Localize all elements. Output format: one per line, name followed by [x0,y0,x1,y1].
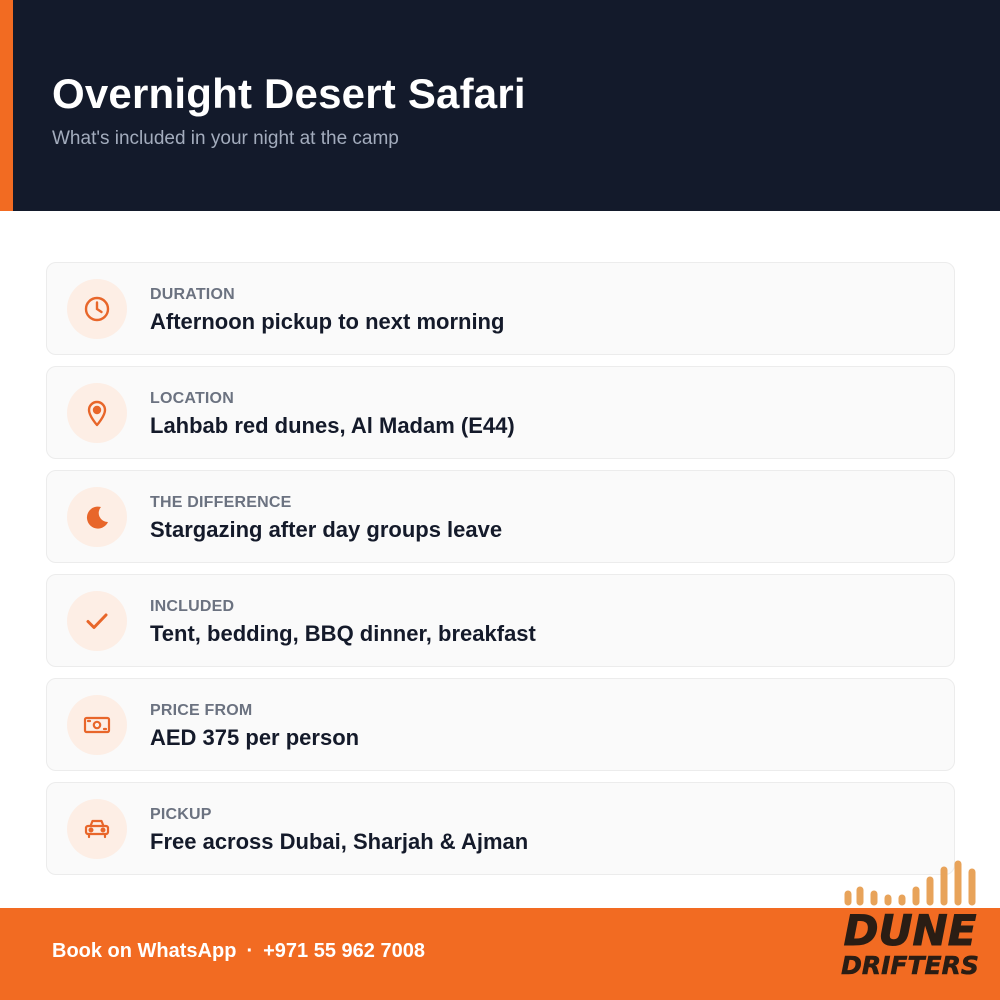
info-card-label: THE DIFFERENCE [150,494,292,511]
cta-label: Book on WhatsApp [52,940,237,962]
logo-line-2: DRIFTERS [841,951,979,980]
page-title: Overnight Desert Safari [52,70,526,117]
map-pin-icon [67,383,127,443]
dune-drifters-logo [836,850,986,980]
info-card-label: INCLUDED [150,598,235,615]
info-card-location [46,366,955,459]
info-card-value: Tent, bedding, BBQ dinner, breakfast [150,621,536,646]
info-card-value: Stargazing after day groups leave [150,517,503,542]
info-card-included [46,574,955,667]
info-card-value: Free across Dubai, Sharjah & Ajman [150,829,529,854]
info-card-list [46,262,955,886]
info-card-price [46,678,955,771]
info-card-value: Afternoon pickup to next morning [150,309,505,334]
info-card-value: Lahbab red dunes, Al Madam (E44) [150,413,515,438]
info-card-label: DURATION [150,286,235,303]
banknote-icon [67,695,127,755]
info-card-label: PICKUP [150,806,212,823]
info-card-pickup [46,782,955,875]
info-card-difference [46,470,955,563]
whatsapp-booking-link[interactable] [52,940,425,963]
header [0,0,1000,211]
info-card-value: AED 375 per person [150,725,360,750]
clock-icon [67,279,127,339]
info-card-label: PRICE FROM [150,702,253,719]
info-card-duration [46,262,955,355]
cta-separator: · [246,940,254,962]
car-icon [67,799,127,859]
info-card-label: LOCATION [150,390,234,407]
checkmark-icon [67,591,127,651]
moon-icon [67,487,127,547]
page-subtitle: What's included in your night at the camp [52,128,399,149]
logo-line-1: DUNE [843,906,977,955]
header-accent-bar [0,0,13,211]
phone-number: +971 55 962 7008 [263,940,425,962]
